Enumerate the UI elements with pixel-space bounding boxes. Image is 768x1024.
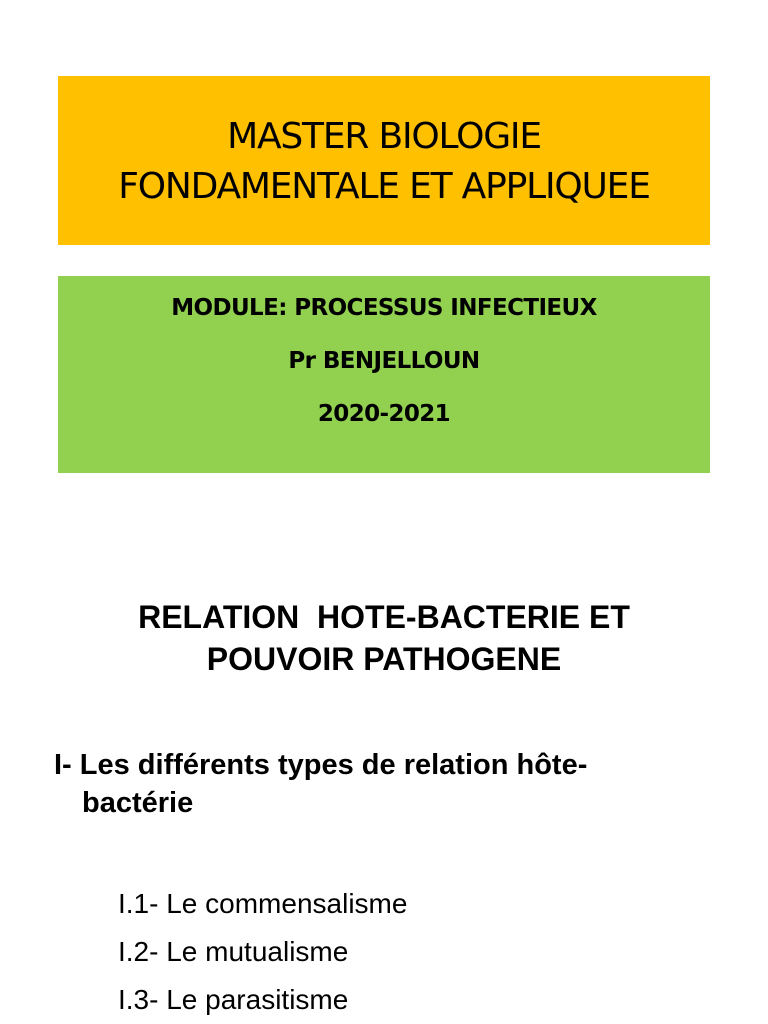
main-heading (0, 596, 768, 680)
section-heading-line-2: bactérie (82, 787, 194, 819)
academic-year: 2020-2021 (317, 401, 451, 427)
subsection-list (118, 880, 407, 1024)
professor-name: Pr BENJELLOUN (288, 348, 480, 374)
module-info-box (58, 276, 710, 473)
module-name: MODULE: PROCESSUS INFECTIEUX (171, 295, 597, 321)
list-item: I.3- Le parasitisme (118, 984, 349, 1015)
title-banner (58, 76, 710, 245)
title-line-2: FONDAMENTALE ET APPLIQUEE (118, 165, 650, 207)
main-heading-line-2: POUVOIR PATHOGENE (206, 641, 562, 677)
section-heading-line-1: I- Les différents types de relation hôte- (54, 749, 588, 781)
list-item: I.2- Le mutualisme (118, 936, 349, 967)
title-line-1: MASTER BIOLOGIE (227, 115, 541, 157)
section-heading (54, 746, 734, 822)
list-item: I.1- Le commensalisme (118, 888, 408, 919)
main-heading-line-1: RELATION HOTE-BACTERIE ET (138, 599, 630, 635)
